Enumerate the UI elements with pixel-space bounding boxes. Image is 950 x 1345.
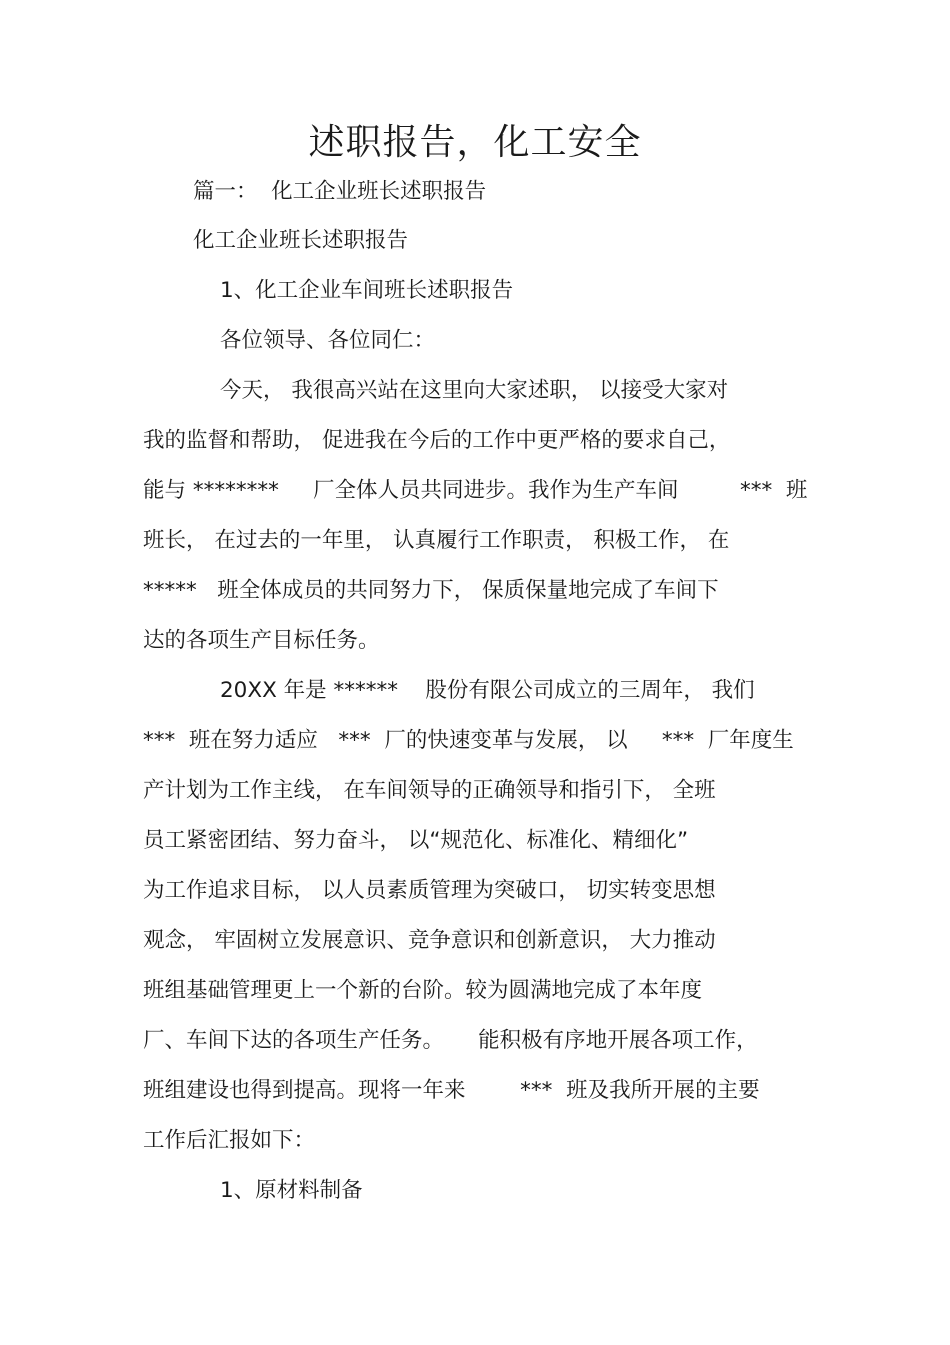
paragraph-line: 班长， 在过去的一年里， 认真履行工作职责， 积极工作， 在: [143, 528, 730, 553]
numbered-heading: 1、原材料制备: [220, 1178, 363, 1203]
paragraph-line: 员工紧密团结、努力奋斗， 以“规范化、标准化、精细化”: [143, 828, 689, 853]
paragraph-line: 班组建设也得到提高。现将一年来 *** 班及我所开展的主要: [143, 1078, 760, 1103]
paragraph-line: 观念， 牢固树立发展意识、竞争意识和创新意识， 大力推动: [143, 928, 716, 953]
paragraph-line: 班组基础管理更上一个新的台阶。较为圆满地完成了本年度: [143, 978, 703, 1003]
section-heading: 篇一： 化工企业班长述职报告: [193, 179, 487, 204]
paragraph-line: 能与 ******** 厂全体人员共同进步。我作为生产车间 *** 班: [143, 478, 808, 503]
paragraph-line: ***** 班全体成员的共同努力下， 保质保量地完成了车间下: [143, 578, 719, 603]
paragraph-line: 20XX 年是 ****** 股份有限公司成立的三周年， 我们: [220, 678, 755, 703]
salutation: 各位领导、各位同仁：: [220, 328, 436, 353]
subheading: 化工企业班长述职报告: [193, 228, 409, 253]
paragraph-line: 产计划为工作主线， 在车间领导的正确领导和指引下， 全班: [143, 778, 716, 803]
numbered-heading: 1、化工企业车间班长述职报告: [220, 278, 514, 303]
paragraph-line: 今天， 我很高兴站在这里向大家述职， 以接受大家对: [220, 378, 729, 403]
paragraph-line: 为工作追求目标， 以人员素质管理为突破口， 切实转变思想: [143, 878, 716, 903]
paragraph-line: 我的监督和帮助， 促进我在今后的工作中更严格的要求自己，: [143, 428, 731, 453]
paragraph-line: 厂、车间下达的各项生产任务。 能积极有序地开展各项工作，: [143, 1028, 758, 1053]
document-title: 述职报告，化工安全: [308, 122, 642, 163]
paragraph-line: *** 班在努力适应 *** 厂的快速变革与发展， 以 *** 厂年度生: [143, 728, 794, 753]
paragraph-line: 工作后汇报如下：: [143, 1128, 316, 1153]
paragraph-line: 达的各项生产目标任务。: [143, 628, 380, 653]
